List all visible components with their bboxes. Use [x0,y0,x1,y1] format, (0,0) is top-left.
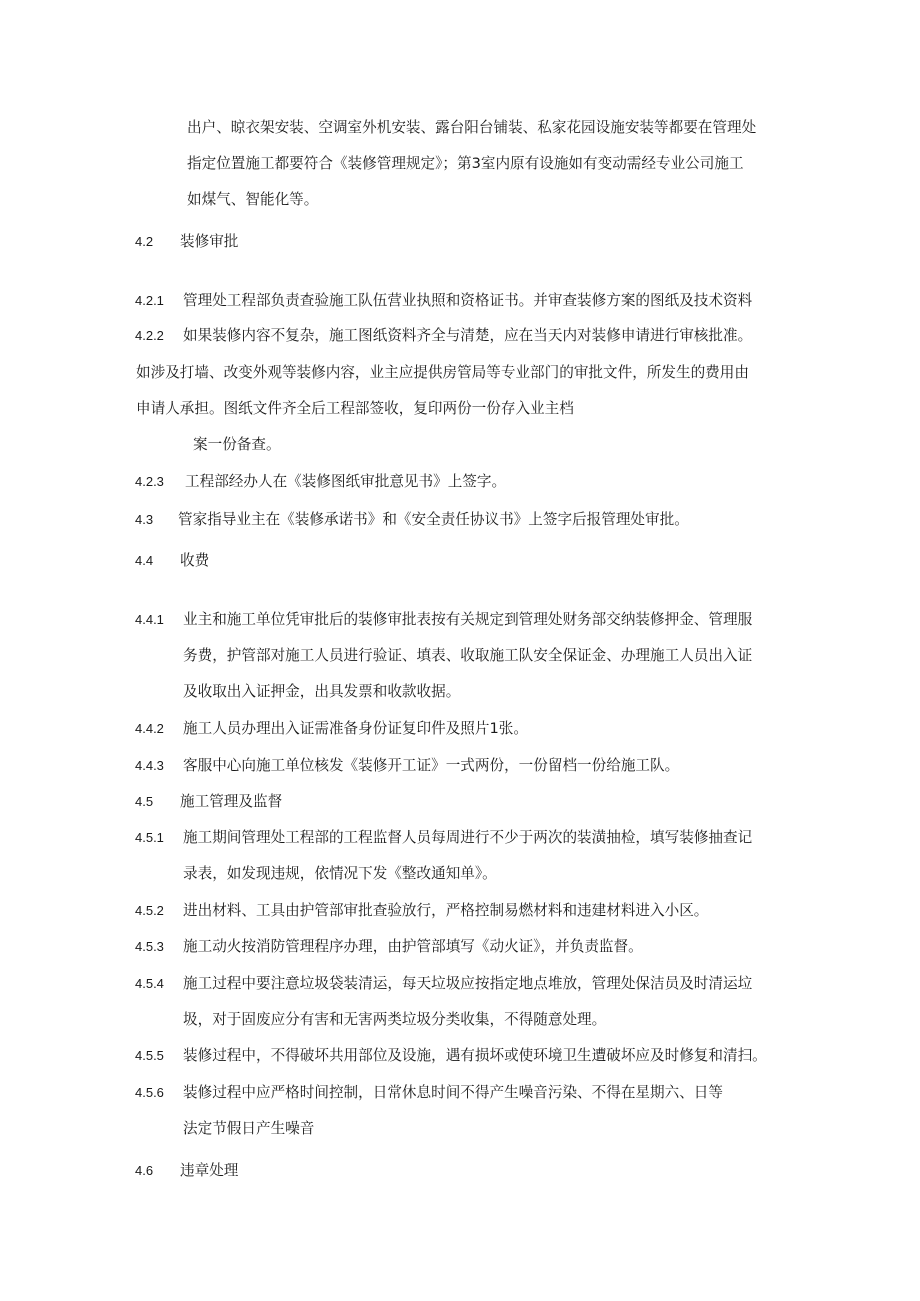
section-4-2-2-line-3: 申请人承担。图纸文件齐全后工程部签收，复印两份一份存入业主档 [136,400,574,417]
section-4-5-number: 4.5 [135,794,154,809]
section-4-6-number: 4.6 [135,1163,154,1178]
section-4-2-2-line-1: 如果装修内容不复杂，施工图纸资料齐全与清楚，应在当天内对装修申请进行审核批准。 [183,327,753,344]
section-4-2-title: 装修审批 [180,233,239,250]
section-4-3-text: 管家指导业主在《装修承诺书》和《安全责任协议书》上签字后报管理处审批。 [178,511,689,528]
section-4-5-6-line-2: 法定节假日产生噪音 [183,1120,315,1137]
section-4-4-1-line-3: 及收取出入证押金，出具发票和收款收据。 [183,683,461,700]
section-4-2-1-text: 管理处工程部负责查验施工队伍营业执照和资格证书。并审查装修方案的图纸及技术资料 [183,292,753,309]
section-4-5-5-text: 装修过程中，不得破坏共用部位及设施，遇有损坏或使环境卫生遭破坏应及时修复和清扫。 [183,1047,767,1064]
section-4-5-3-text: 施工动火按消防管理程序办理，由护管部填写《动火证》，并负责监督。 [183,938,643,955]
section-4-5-6-line-1: 装修过程中应严格时间控制，日常休息时间不得产生噪音污染、不得在星期六、日等 [183,1084,723,1101]
section-4-4-1-line-2: 务费，护管部对施工人员进行验证、填表、收取施工队安全保证金、办理施工人员出入证 [183,647,753,664]
intro-line-1: 出户、晾衣架安装、空调室外机安装、露台阳台铺装、私家花园设施安装等都要在管理处 [187,119,757,136]
section-4-2-number: 4.2 [135,234,154,249]
section-4-2-1-number: 4.2.1 [135,293,164,308]
section-4-2-3-number: 4.2.3 [135,474,164,489]
section-4-5-6-number: 4.5.6 [135,1085,164,1100]
section-4-4-3-text: 客服中心向施工单位核发《装修开工证》一式两份，一份留档一份给施工队。 [183,757,680,774]
section-4-5-4-number: 4.5.4 [135,976,164,991]
section-4-4-2-text: 施工人员办理出入证需准备身份证复印件及照片1张。 [183,720,528,737]
section-4-4-1-line-1: 业主和施工单位凭审批后的装修审批表按有关规定到管理处财务部交纳装修押金、管理服 [183,611,753,628]
section-4-4-number: 4.4 [135,553,154,568]
section-4-5-1-line-1: 施工期间管理处工程部的工程监督人员每周进行不少于两次的装潢抽检，填写装修抽查记 [183,829,753,846]
section-4-5-2-text: 进出材料、工具由护管部审批查验放行，严格控制易燃材料和违建材料进入小区。 [183,902,709,919]
section-4-4-3-number: 4.4.3 [135,758,164,773]
section-4-4-title: 收费 [180,552,210,569]
section-4-5-3-number: 4.5.3 [135,939,164,954]
section-4-5-1-line-2: 录表，如发现违规，依情况下发《整改通知单》。 [183,865,497,882]
intro-line-2: 指定位置施工都要符合《装修管理规定》；第3室内原有设施如有变动需经专业公司施工 [187,155,744,172]
section-4-2-2-number: 4.2.2 [135,328,164,343]
section-4-2-2-line-4: 案一份备查。 [193,436,281,453]
section-4-4-1-number: 4.4.1 [135,612,164,627]
section-4-2-2-line-2: 如涉及打墙、改变外观等装修内容，业主应提供房管局等专业部门的审批文件，所发生的费用由 [136,364,749,381]
section-4-5-4-line-2: 圾，对于固废应分有害和无害两类垃圾分类收集，不得随意处理。 [183,1011,607,1028]
intro-line-3: 如煤气、智能化等。 [187,191,319,208]
section-4-6-title: 违章处理 [180,1162,239,1179]
section-4-5-4-line-1: 施工过程中要注意垃圾袋装清运，每天垃圾应按指定地点堆放，管理处保洁员及时清运垃 [183,975,753,992]
section-4-5-5-number: 4.5.5 [135,1048,164,1063]
section-4-2-3-text: 工程部经办人在《装修图纸审批意见书》上签字。 [185,473,507,490]
section-4-3-number: 4.3 [135,512,154,527]
section-4-5-2-number: 4.5.2 [135,903,164,918]
section-4-5-title: 施工管理及监督 [180,793,283,810]
section-4-4-2-number: 4.4.2 [135,721,164,736]
section-4-5-1-number: 4.5.1 [135,830,164,845]
